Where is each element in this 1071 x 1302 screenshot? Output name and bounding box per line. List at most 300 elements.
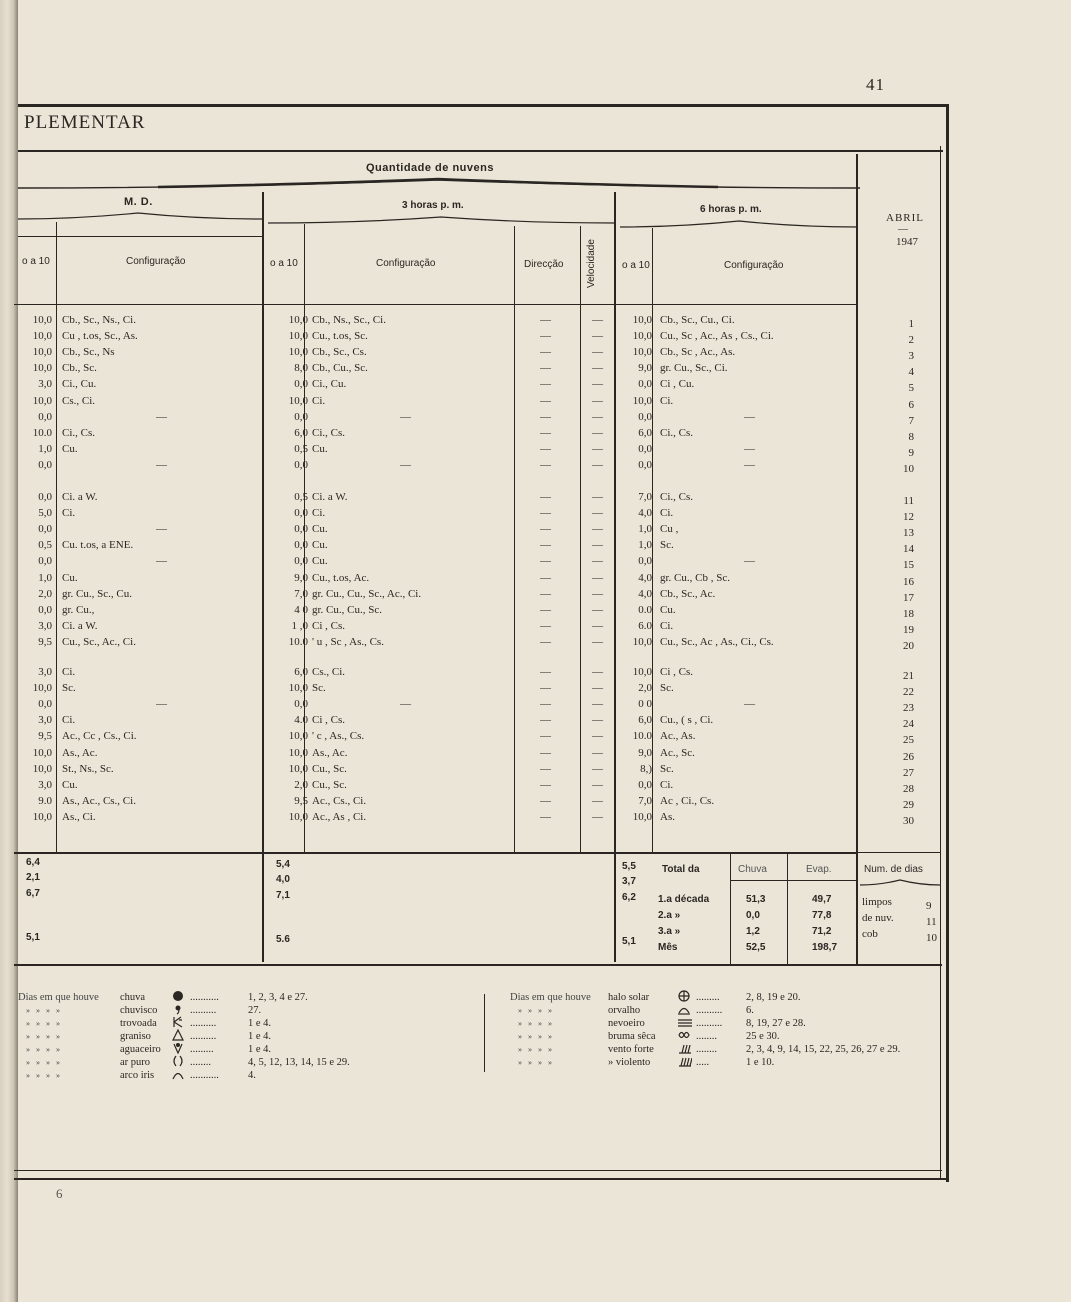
legend-top-rule [14,964,942,966]
h6-config: Ac., As. [660,730,696,743]
md-config: — [156,698,167,711]
h3-qty: 10,0 [288,346,308,359]
h6-config: Ac , Ci., Cs. [660,794,715,807]
legend-ditto: » » » » [518,1032,554,1041]
book-spine [0,0,18,1302]
frame-inner-right-rule [940,146,941,1178]
totals-evap: 49,7 [812,894,832,905]
md-qty: 0,0 [38,698,52,711]
md-config: Ci. [62,507,76,520]
md-config: Cu., Sc., Ac., Ci. [62,635,136,648]
h3-qty: 6,0 [294,666,308,678]
h3-velocity: — [592,666,603,678]
h3-direction: — [540,794,551,807]
legend-label: graniso [120,1031,151,1042]
table-row [0,521,940,540]
h3-direction: — [540,394,551,407]
footer-number: 6 [56,1186,63,1201]
day-number: 22 [903,686,914,699]
legend-dots: ..... [696,1057,710,1068]
day-number: 17 [903,591,914,604]
table-row [0,441,940,457]
h6-config: Sc. [660,539,674,552]
h6-qty: 10,0 [632,635,652,648]
summary-top-rule [14,852,856,854]
h3-qty: 10,0 [288,682,308,695]
totals-label: 1.a década [658,894,710,905]
summary-h3-value: 7,1 [276,890,290,901]
h3-direction: — [540,346,551,359]
totals-chuva: 52,5 [746,942,766,953]
day-number: 29 [903,798,914,811]
summary-md-value: 2,1 [26,872,40,883]
num-dias-label: limpos [862,896,892,908]
h3-velocity: — [592,362,603,375]
header-year: 1947 [896,236,918,248]
legend-label: bruma sêca [608,1031,656,1042]
legend-days: 25 e 30. [746,1031,780,1042]
table-row [0,618,940,634]
md-qty: 10,0 [32,810,52,823]
totals-evap: 71,2 [812,926,832,937]
legend-dots: ......... [190,1044,214,1055]
h6-qty: 0,0 [638,555,652,568]
h3-velocity: — [592,523,603,536]
day-number: 24 [903,718,914,731]
h6-qty: 0 0 [638,698,652,711]
h3-qty: 10,0 [288,314,308,326]
h3-velocity: — [592,458,603,471]
totals-label: Mês [658,942,678,953]
h6-qty: 10,0 [632,394,652,407]
md-qty: 1,0 [38,442,52,455]
h3-direction: — [540,491,551,503]
day-number: 11 [903,495,914,507]
md-config: Ci. a W. [62,491,98,503]
table-row [0,793,940,809]
legend-days: 4. [248,1070,256,1081]
day-number: 1 [908,318,914,330]
md-config: Cb., Sc., Ns., Ci. [62,314,136,326]
h6-qty: 4,0 [638,507,652,520]
totals-header: Total da [662,864,700,875]
day-number: 27 [903,766,914,779]
totals-chuva: 51,3 [746,894,766,905]
legend-ditto: » » » » [26,1019,62,1028]
h3-velocity: — [592,330,603,343]
legend-dots: ........ [696,1031,717,1042]
table-row [0,696,940,715]
table-row [0,664,940,680]
table-row [0,393,940,409]
legend-days: 2, 8, 19 e 20. [746,992,801,1003]
h3-direction: — [540,746,551,759]
md-qty: 10,0 [32,314,52,326]
h3-config: Cu. [312,539,328,552]
h3-velocity: — [592,714,603,727]
h3-velocity: — [592,442,603,455]
h3-velocity: — [592,619,603,632]
h3-config: ' c , As., Cs. [312,730,365,743]
h6-qty: 10,0 [632,810,652,823]
table-row [0,328,940,347]
h3-qty: 0,5 [294,442,308,455]
h3-direction: — [540,426,551,439]
legend-days: 1, 2, 3, 4 e 27. [248,992,308,1003]
header-3h-direction: Direcção [524,259,564,270]
h3-velocity: — [592,539,603,552]
h6-qty: 4,0 [638,587,652,600]
h6-qty: 9,0 [638,746,652,759]
md-qty: 9,5 [38,635,52,648]
md-config: As., Ac., Cs., Ci. [62,794,136,807]
md-qty: 3,0 [38,378,52,391]
table-row [0,745,940,761]
day-number: 30 [903,814,914,827]
h3-config: Ac., As , Ci. [312,810,367,823]
h3-config: Cu. [312,555,328,568]
h3-qty: 9,0 [294,571,308,584]
h6-config: Cb., Sc , Ac., As. [660,346,736,359]
day-number: 19 [903,623,914,636]
h3-qty: 10.0 [288,635,308,648]
h6-qty: 7,0 [638,491,652,503]
legend-ditto: » » » » [518,1045,554,1054]
h6-config: As. [660,810,675,823]
h6-config: Sc. [660,682,674,695]
day-number: 6 [908,398,914,411]
h6-config: Ac., Sc. [660,746,695,759]
day-number: 14 [903,543,914,556]
legend-days: 27. [248,1005,262,1016]
md-qty: 9,5 [38,730,52,743]
h6-qty: 10,0 [632,330,652,343]
frame-top-rule [18,104,948,107]
num-dias-label: cob [862,928,878,940]
h6-config: — [744,458,755,471]
md-qty: 3,0 [38,619,52,632]
col-sub-totals2 [730,854,731,964]
h6-config: Cu., Sc , Ac., As , Cs., Ci. [660,330,774,343]
frame-bottom-rule [14,1178,948,1180]
totals-header-rule [730,880,856,881]
num-dias-value: 10 [926,932,937,944]
md-qty: 10.0 [32,426,52,439]
md-config: Ac., Cc , Cs., Ci. [62,730,137,743]
md-config: St., Ns., Sc. [62,762,114,775]
h3-qty: 0,0 [294,698,308,711]
h3-velocity: — [592,603,603,616]
h3-qty: 0,0 [294,378,308,391]
h6-config: — [744,410,755,423]
table-row [0,537,940,556]
legend-label: vento forte [608,1044,654,1055]
totals-label: 3.a » [658,926,681,937]
header-quantidade-de-nuvens: Quantidade de nuvens [366,162,494,174]
h3-velocity: — [592,635,603,648]
md-qty: 0,0 [38,523,52,536]
h6-qty: 7,0 [638,794,652,807]
day-number: 5 [908,382,914,395]
h3-velocity: — [592,346,603,359]
totals-chuva: 1,2 [746,926,760,937]
md-config: Cb., Sc., Ns [62,346,115,359]
h6-qty: 0,0 [638,378,652,391]
legend-dots: ........ [696,1044,717,1055]
h3-config: Sc. [312,682,326,695]
h3-direction: — [540,442,551,455]
h3-direction: — [540,587,551,600]
table-row [0,680,940,699]
h3-direction: — [540,523,551,536]
header-md-qty: o a 10 [22,256,50,267]
table-row [0,505,940,524]
md-config: Cs., Ci. [62,394,96,407]
table-row [0,312,940,328]
md-qty: 1,0 [38,571,52,584]
legend-ditto: » » » » [518,1058,554,1067]
summary-md-value: 5,1 [26,932,40,943]
legend-label: » violento [608,1057,651,1068]
h3-velocity: — [592,410,603,423]
md-config: Cu , t.os, Sc., As. [62,330,138,343]
summary-h3-value: 4,0 [276,874,290,885]
h6-qty: 10,0 [632,666,652,678]
day-number: 8 [908,430,914,443]
h3-velocity: — [592,698,603,711]
h3-qty: 10,0 [288,394,308,407]
h3-direction: — [540,603,551,616]
h3-velocity: — [592,682,603,695]
h3-config: — [400,458,411,471]
md-qty: 3,0 [38,778,52,791]
h3-direction: — [540,539,551,552]
page-title: PLEMENTAR [24,112,146,133]
h6-config: — [744,442,755,455]
h3-direction: — [540,330,551,343]
frame-bottom-inner-rule [14,1170,942,1171]
h6-qty: 9,0 [638,362,652,375]
totals-label: 2.a » [658,910,681,921]
h3-config: Cu., Sc. [312,762,347,775]
legend-intro: Dias em que houve [18,992,99,1003]
h3-qty: 10,0 [288,330,308,343]
totals-evap: 77,8 [812,910,832,921]
md-config: Ci., Cs. [62,426,96,439]
h3-direction: — [540,410,551,423]
h3-qty: 4 0 [294,603,308,616]
num-dias-brace [860,878,940,888]
h6-config: Ci. [660,394,674,407]
day-number: 21 [903,670,914,682]
legend-ditto: » » » » [26,1058,62,1067]
page-number: 41 [866,75,885,94]
h3-velocity: — [592,314,603,326]
table-row [0,344,940,363]
day-number: 25 [903,734,914,747]
header-3h-qty: o a 10 [270,258,298,269]
h3-velocity: — [592,426,603,439]
h3-config: Cu., Sc. [312,778,347,791]
table-row [0,376,940,395]
day-number: 9 [908,446,914,459]
header-6h: 6 horas p. m. [700,204,762,215]
h3-config: Ci , Cs. [312,619,346,632]
h3-qty: 7,0 [294,587,308,600]
day-number: 18 [903,607,914,620]
h6-config: Cu., Sc., Ac , As., Ci., Cs. [660,635,774,648]
h6-config: Ci., Cs. [660,426,694,439]
h6-qty: 1,0 [638,523,652,536]
h3-direction: — [540,682,551,695]
rainbow-icon [172,1068,186,1083]
md-qty: 10,0 [32,346,52,359]
md-qty: 10,0 [32,682,52,695]
legend-dots: ......... [696,992,720,1003]
h6-qty: 0,0 [638,442,652,455]
legend-label: chuvisco [120,1005,158,1016]
md-qty: 0,5 [38,539,52,552]
day-number: 2 [908,334,914,347]
legend-divider [484,994,485,1072]
h6-config: Cb., Sc., Ac. [660,587,716,600]
table-row [0,409,940,425]
h3-velocity: — [592,794,603,807]
h6-config: Ci. [660,619,674,632]
h3-velocity: — [592,491,603,503]
table-row [0,761,940,777]
h6-qty: 8,) [640,762,652,775]
md-qty: 5,0 [38,507,52,520]
h3-qty: 0,0 [294,507,308,520]
legend-label: aguaceiro [120,1044,161,1055]
h3-qty: 10,0 [288,810,308,823]
md-qty: 10,0 [32,394,52,407]
md-qty: 3,0 [38,714,52,727]
h3-velocity: — [592,778,603,791]
header-month: ABRIL [886,212,924,224]
h6-qty: 4,0 [638,571,652,584]
header-md-underline [18,236,262,237]
h3-direction: — [540,507,551,520]
day-number: 12 [903,511,914,524]
h3-config: Cb., Cu., Sc. [312,362,368,375]
legend-days: 4, 5, 12, 13, 14, 15 e 29. [248,1057,350,1068]
legend-days: 8, 19, 27 e 28. [746,1018,806,1029]
md-config: Cu. t.os, a ENE. [62,539,134,552]
h6-config: Cu. [660,603,676,616]
legend-dots: .......... [696,1005,723,1016]
summary-h6-value: 5,1 [622,936,636,947]
md-config: Ci. [62,714,76,727]
h3-config: Ci. [312,394,326,407]
h3-qty: 10,0 [288,746,308,759]
h3-direction: — [540,555,551,568]
header-month-dash: — [898,224,908,235]
h3-config: Ci. [312,507,326,520]
table-row [0,425,940,441]
md-config: Ci. a W. [62,619,98,632]
md-qty: 10,0 [32,746,52,759]
summary-h3-value: 5.6 [276,934,290,945]
h6-qty: 6,0 [638,426,652,439]
header-md-brace [18,210,262,222]
legend-ditto: » » » » [518,1006,554,1015]
num-dias-value: 9 [926,900,932,912]
h3-config: As., Ac. [312,746,348,759]
h3-qty: 6,0 [294,426,308,439]
day-number: 3 [908,350,914,363]
h3-qty: 10,0 [288,762,308,775]
md-qty: 0,0 [38,491,52,503]
h3-direction: — [540,666,551,678]
h6-qty: 6,0 [638,714,652,727]
h3-qty: 4.0 [294,714,308,727]
legend-days: 1 e 4. [248,1018,272,1029]
h3-direction: — [540,698,551,711]
md-config: — [156,555,167,568]
h6-qty: 6.0 [638,619,652,632]
legend-dots: .......... [190,1018,217,1029]
day-number: 20 [903,639,914,652]
h3-direction: — [540,810,551,823]
h3-velocity: — [592,762,603,775]
table-row [0,809,940,825]
md-config: gr. Cu., [62,603,95,616]
summary-md-value: 6,7 [26,888,40,899]
table-row [0,602,940,618]
header-3h-config: Configuração [376,258,436,269]
h6-qty: 0.0 [638,603,652,616]
legend-dots: ........... [190,992,219,1003]
num-dias-header: Num. de dias [864,864,923,875]
header-6h-brace [620,218,858,230]
header-6h-config: Configuração [724,260,784,271]
h6-qty: 2,0 [638,682,652,695]
h6-config: Sc. [660,762,674,775]
h3-config: Cb., Ns., Sc., Ci. [312,314,386,326]
table-row [0,489,940,505]
h3-direction: — [540,762,551,775]
h3-config: Cu., t.os, Ac. [312,571,370,584]
h3-direction: — [540,714,551,727]
h3-direction: — [540,778,551,791]
md-config: — [156,523,167,536]
md-qty: 0,0 [38,603,52,616]
md-config: — [156,458,167,471]
summary-h6-value: 5,5 [622,861,636,872]
legend-ditto: » » » » [26,1045,62,1054]
legend-days: 1 e 10. [746,1057,775,1068]
h3-direction: — [540,378,551,391]
legend-dots: .......... [190,1031,217,1042]
h3-config: Cu., t.os, Sc. [312,330,368,343]
h3-qty: 9,5 [294,794,308,807]
md-config: Ci., Cu. [62,378,97,391]
md-qty: 2,0 [38,587,52,600]
h3-config: Ci., Cu. [312,378,347,391]
day-number: 7 [908,414,914,427]
h3-qty: 0,0 [294,539,308,552]
h6-config: Cu , [660,523,679,536]
h6-config: Ci. [660,507,674,520]
col-sub-totals [787,854,788,964]
h3-velocity: — [592,810,603,823]
h6-qty: 0,0 [638,458,652,471]
h3-config: Ac., Cs., Ci. [312,794,367,807]
legend-label: arco iris [120,1070,155,1081]
h3-config: Cs., Ci. [312,666,346,678]
